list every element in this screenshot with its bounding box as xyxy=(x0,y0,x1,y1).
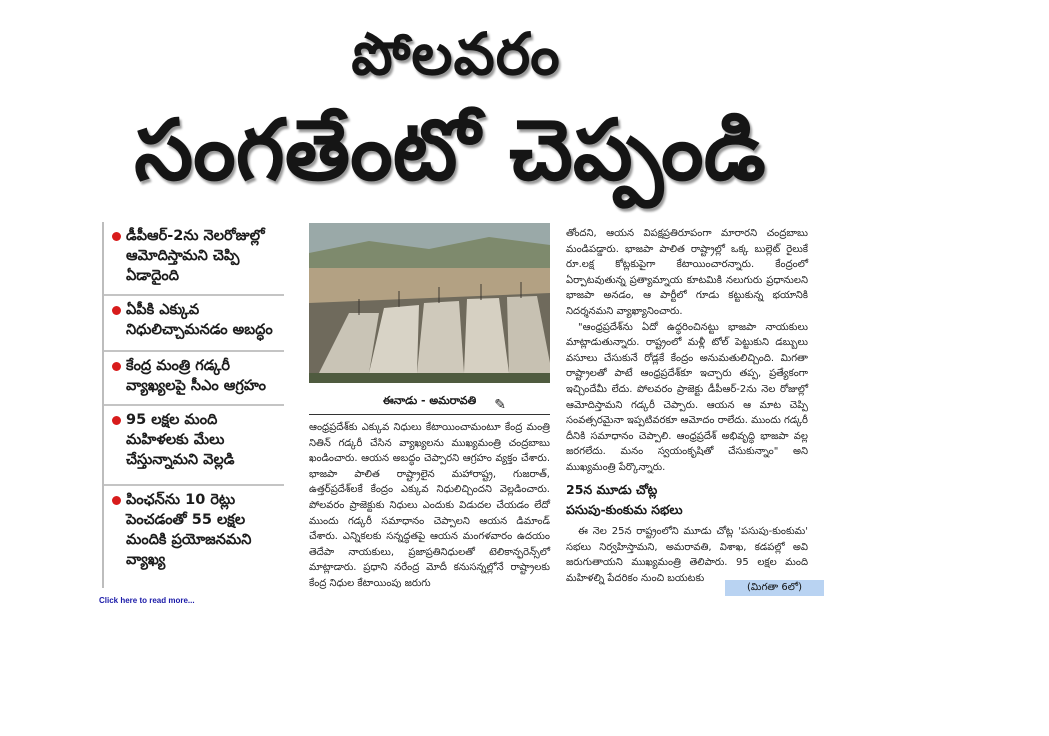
highlight-item xyxy=(104,296,284,352)
highlights-sidebar xyxy=(102,222,284,588)
dam-construction-photo xyxy=(309,223,550,383)
photo-caption xyxy=(309,390,550,415)
highlight-text: పింఛన్‌ను 10 రెట్లు పెంచడంతో 55 లక్షల మందికి ప్రయోజనమని వ్యాఖ్య xyxy=(126,492,252,568)
article-subheading xyxy=(566,480,808,520)
red-bullet-icon xyxy=(112,306,121,315)
highlight-text: ఏపీకి ఎక్కువ నిధులిచ్చామనడం అబద్ధం xyxy=(126,302,273,338)
article-paragraph: తోందని, ఆయన విపక్షప్రతిరూపంగా మారారని చంద్రబాబు మండిపడ్డారు. భాజపా పాలిత రాష్ట్రాల్లో ఒక్క బుల్లెట్‌ రైలుకే రూ.లక్ష కోట్లకుపైగా కేటాయించారన్నారు. కేంద్రంలో ఏర్పాటవుతున్న ప్రత్యామ్నాయ కూటమికి నలుగురు ప్రధానులని భాజపా అనడం, ఆ పార్టీలో గూడు కట్టుకున్న భయానికి నిదర్శనమని వ్యాఖ్యానించారు. xyxy=(566,228,808,317)
subheading-line-2: పసుపు-కుంకుమ సభలు xyxy=(566,502,683,517)
headline xyxy=(100,14,812,206)
highlight-item xyxy=(104,352,284,406)
article-column-middle: ఆంధ్రప్రదేశ్‌కు ఎక్కువ నిధులు కేటాయించామంటూ కేంద్ర మంత్రి నితిన్‌ గడ్కరీ చేసిన వ్యాఖ్యలను ముఖ్యమంత్రి చంద్రబాబు ఖండించారు. ఆయన అబద్ధం చెప్పారని ఆగ్రహం వ్యక్తం చేశారు. భాజపా పాలిత రాష్ట్రాలైన మహారాష్ట్ర, గుజరాత్‌, ఉత్తర్‌ప్రదేశ్‌లకే కేంద్రం ఎక్కువ నిధులిచ్చిందని వెల్లడించారు. పోలవరం ప్రాజెక్టుకు నిధులు ఎందుకు విడుదల చేయడం లేదో ముందు గడ్కరీ సమాధానం చెప్పాలని ఆయన డిమాండ్‌ చేశారు. ఎన్నికలకు సన్నద్ధతపై ఆయన మంగళవారం ఉదయం తెదేపా నాయకులు, ప్రజాప్రతినిధులతో టెలికాన్ఫరెన్స్‌లో మాట్లాడారు. ప్రధాని నరేంద్ర మోదీ కనుసన్నల్లోనే రాష్ట్రాలకు కేంద్ర నిధుల కేటాయింపు జరుగు xyxy=(309,422,550,589)
red-bullet-icon xyxy=(112,416,121,425)
article-column-right xyxy=(566,226,808,476)
red-bullet-icon xyxy=(112,496,121,505)
article-paragraph: "ఆంధ్రప్రదేశ్‌ను ఏదో ఉద్ధరించినట్టు భాజపా నాయకులు మాట్లాడుతున్నారు. రాష్ట్రంలో మళ్లీ టోల్‌ పెట్టుకుని డబ్బులు వసూలు చేసుకునే రోడ్లకే కేంద్రం అనుమతులిచ్చింది. మిగతా రాష్ట్రాలతో పాటే ఆంధ్రప్రదేశ్‌కూ ఇచ్చారు తప్ప, ప్రత్యేకంగా ఇచ్చిందేమీ లేదు. పోలవరం ప్రాజెక్టు డీపీఆర్‌-2ను నెల రోజుల్లో ఆమోదిస్తామని గడ్కరీ చెప్పారు. ఆయన ఆ మాట చెప్పి సంవత్సరమైనా ఇప్పటివరకూ ఆమోదం రాలేదు. ముందు గడ్కరీ దీనికి సమాధానం చెప్పాలి. ఆంధ్రప్రదేశ్‌ అభివృద్ధి భాజపా వల్ల జరగలేదు. మనం స్వయంకృషితో చేసుకున్నాం" అని ముఖ్యమంత్రి పేర్కొన్నారు. xyxy=(566,321,808,473)
highlight-text: 95 లక్షల మంది మహిళలకు మేలు చేస్తున్నామని వెల్లడి xyxy=(126,412,235,468)
headline-line-2: సంగతేంటో చెప్పండి xyxy=(134,101,766,199)
continued-on-page-badge: (మిగతా 6లో) xyxy=(725,580,824,596)
subheading-line-1: 25న మూడు చోట్ల xyxy=(566,482,658,497)
highlight-item xyxy=(104,486,284,586)
highlight-item xyxy=(104,406,284,486)
read-more-link[interactable]: Click here to read more... xyxy=(99,596,195,605)
red-bullet-icon xyxy=(112,232,121,241)
article-column-right-continued: ఈ నెల 25న రాష్ట్రంలోని మూడు చోట్ల 'పసుపు-కుంకుమ' సభలు నిర్వహిస్తామని, అమరావతి, విశాఖ, కడపల్లో అవి జరుగుతాయని ముఖ్యమంత్రి తెలిపారు. 95 లక్షల మంది మహిళల్ని పేదరికం నుంచి బయటకు xyxy=(566,526,808,584)
dam-illustration xyxy=(309,223,550,383)
highlight-item xyxy=(104,222,284,296)
highlight-text: డీపీఆర్‌-2ను నెలరోజుల్లో ఆమోదిస్తామని చెప్పి ఏడాదైంది xyxy=(126,228,265,284)
red-bullet-icon xyxy=(112,362,121,371)
pen-icon: ✎ xyxy=(494,397,506,413)
headline-line-1: పోలవరం xyxy=(351,20,561,88)
caption-text: ఈనాడు - అమరావతి xyxy=(382,394,477,407)
highlight-text: కేంద్ర మంత్రి గడ్కరీ వ్యాఖ్యలపై సీఎం ఆగ్రహం xyxy=(126,358,266,394)
